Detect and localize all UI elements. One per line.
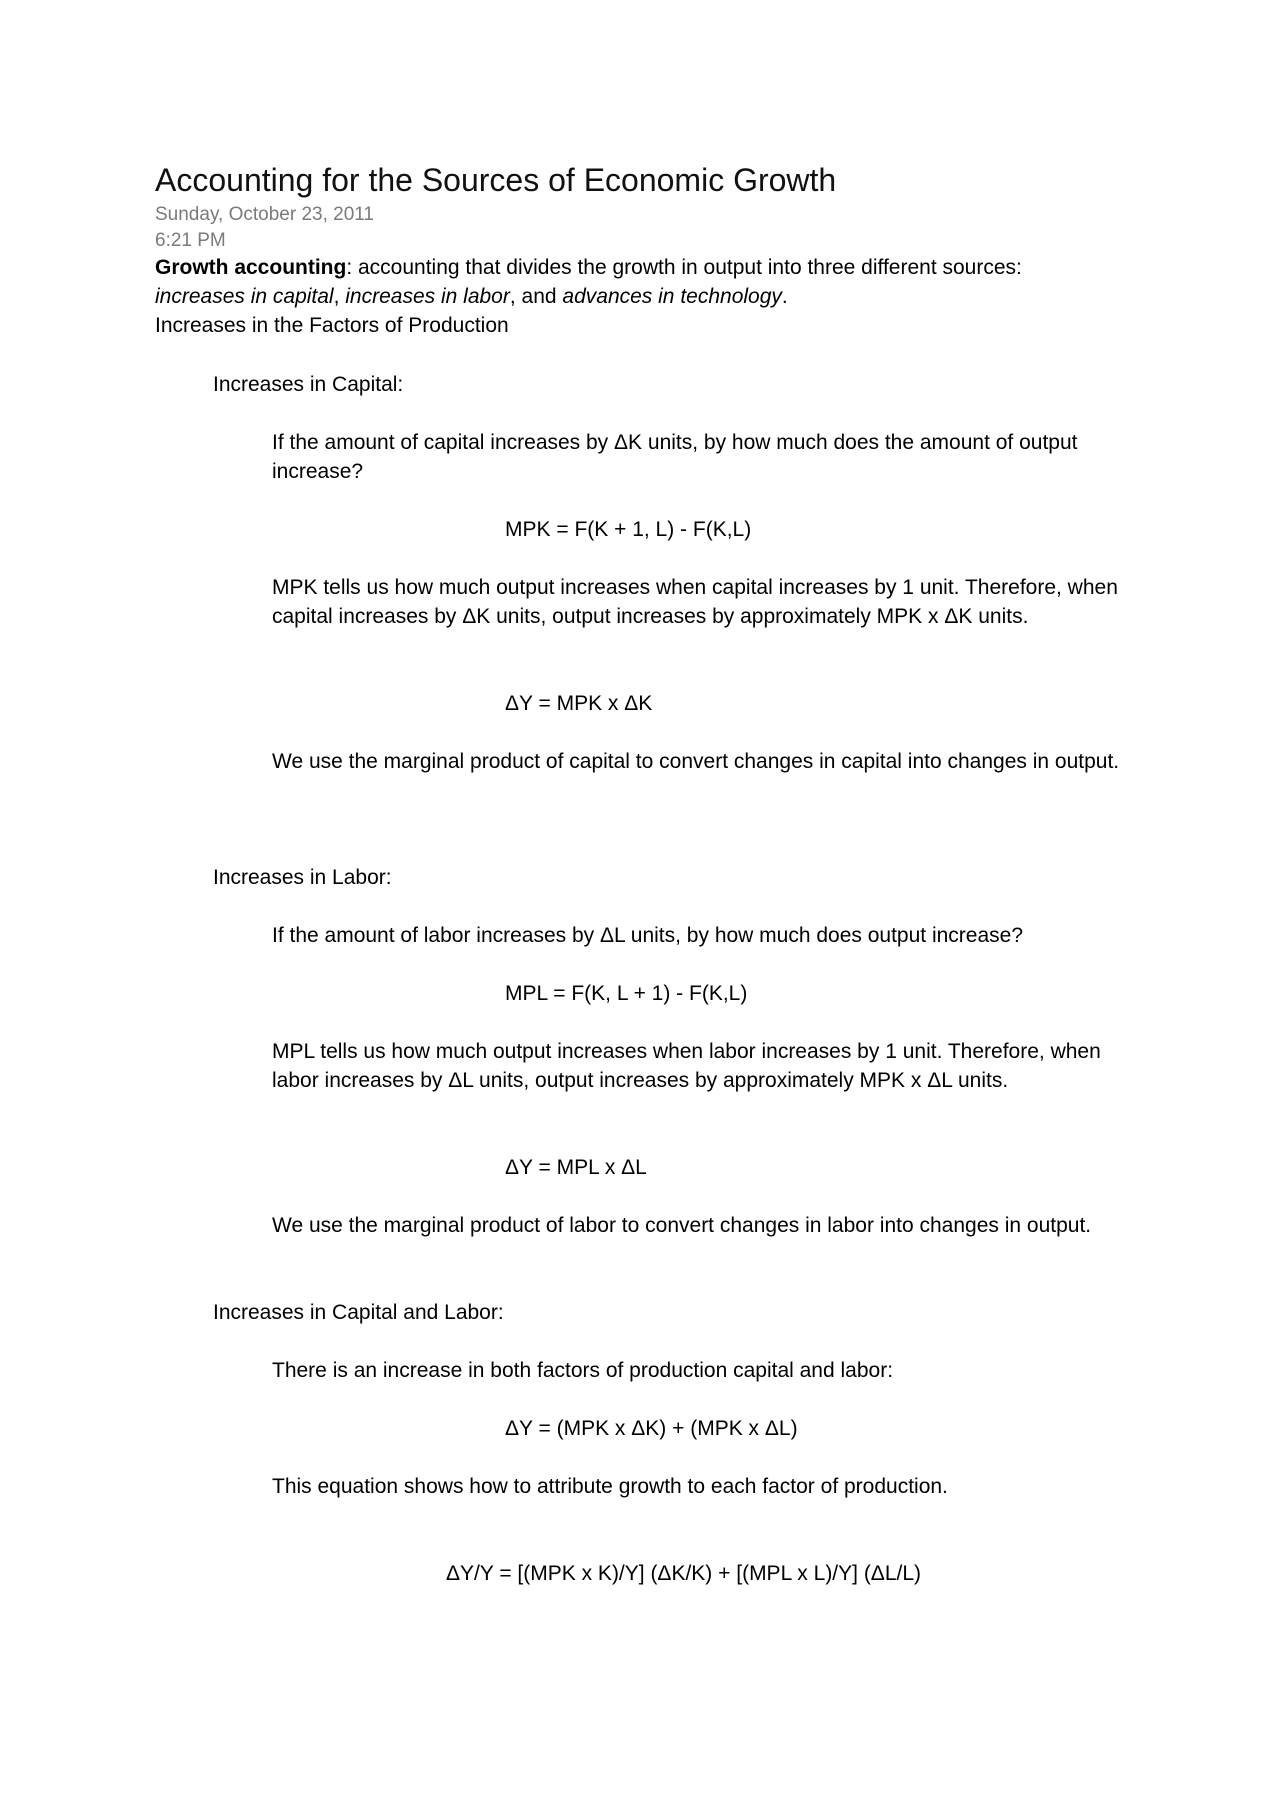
capital-explanation: MPK tells us how much output increases when capital increases by 1 unit. Therefore, when capital increases by ΔK units, output increases by approximately MPK x ΔK units.	[272, 576, 1118, 628]
capital-formula-mpk: MPK = F(K + 1, L) - F(K,L)	[505, 518, 752, 541]
both-formula-dy: ΔY = (MPK x ΔK) + (MPK x ΔL)	[505, 1417, 798, 1440]
capital-question: If the amount of capital increases by ΔK units, by how much does the amount of output increase?	[272, 431, 1078, 483]
both-heading: Increases in Capital and Labor:	[213, 1301, 504, 1324]
capital-heading: Increases in Capital:	[213, 373, 404, 396]
intro-source-tech: advances in technology	[562, 285, 782, 308]
labor-conclusion: We use the marginal product of labor to convert changes in labor into changes in output.	[272, 1214, 1092, 1237]
page-title: Accounting for the Sources of Economic Growth	[155, 162, 837, 198]
labor-formula-mpl: MPL = F(K, L + 1) - F(K,L)	[505, 982, 748, 1005]
capital-conclusion: We use the marginal product of capital to convert changes in capital into changes in output.	[272, 750, 1120, 773]
both-statement: There is an increase in both factors of production capital and labor:	[272, 1359, 894, 1382]
intro-end: .	[781, 285, 788, 308]
intro-sep-1: ,	[333, 285, 346, 308]
labor-formula-dy: ΔY = MPL x ΔL	[505, 1156, 647, 1179]
capital-formula-dy: ΔY = MPK x ΔK	[505, 692, 653, 715]
intro-source-labor: increases in labor	[345, 285, 510, 308]
note-date: Sunday, October 23, 2011	[155, 204, 375, 225]
labor-explanation: MPL tells us how much output increases when labor increases by 1 unit. Therefore, when labor increases by ΔL units, output increases by approximately MPK x ΔL units.	[272, 1040, 1101, 1092]
note-time: 6:21 PM	[155, 230, 226, 251]
intro-term: Growth accounting	[155, 256, 347, 279]
intro-sep-2: , and	[509, 285, 563, 308]
labor-question: If the amount of labor increases by ΔL units, by how much does output increase?	[272, 924, 1024, 947]
intro-paragraph	[155, 253, 1105, 311]
intro-source-capital: increases in capital	[155, 285, 334, 308]
both-formula-growth: ΔY/Y = [(MPK x K)/Y] (ΔK/K) + [(MPL x L)/Y] (ΔL/L)	[446, 1562, 922, 1585]
both-explanation: This equation shows how to attribute growth to each factor of production.	[272, 1475, 948, 1498]
section-heading: Increases in the Factors of Production	[155, 314, 509, 337]
intro-definition: : accounting that divides the growth in output into three different sources:	[346, 256, 1022, 279]
labor-heading: Increases in Labor:	[213, 866, 392, 889]
